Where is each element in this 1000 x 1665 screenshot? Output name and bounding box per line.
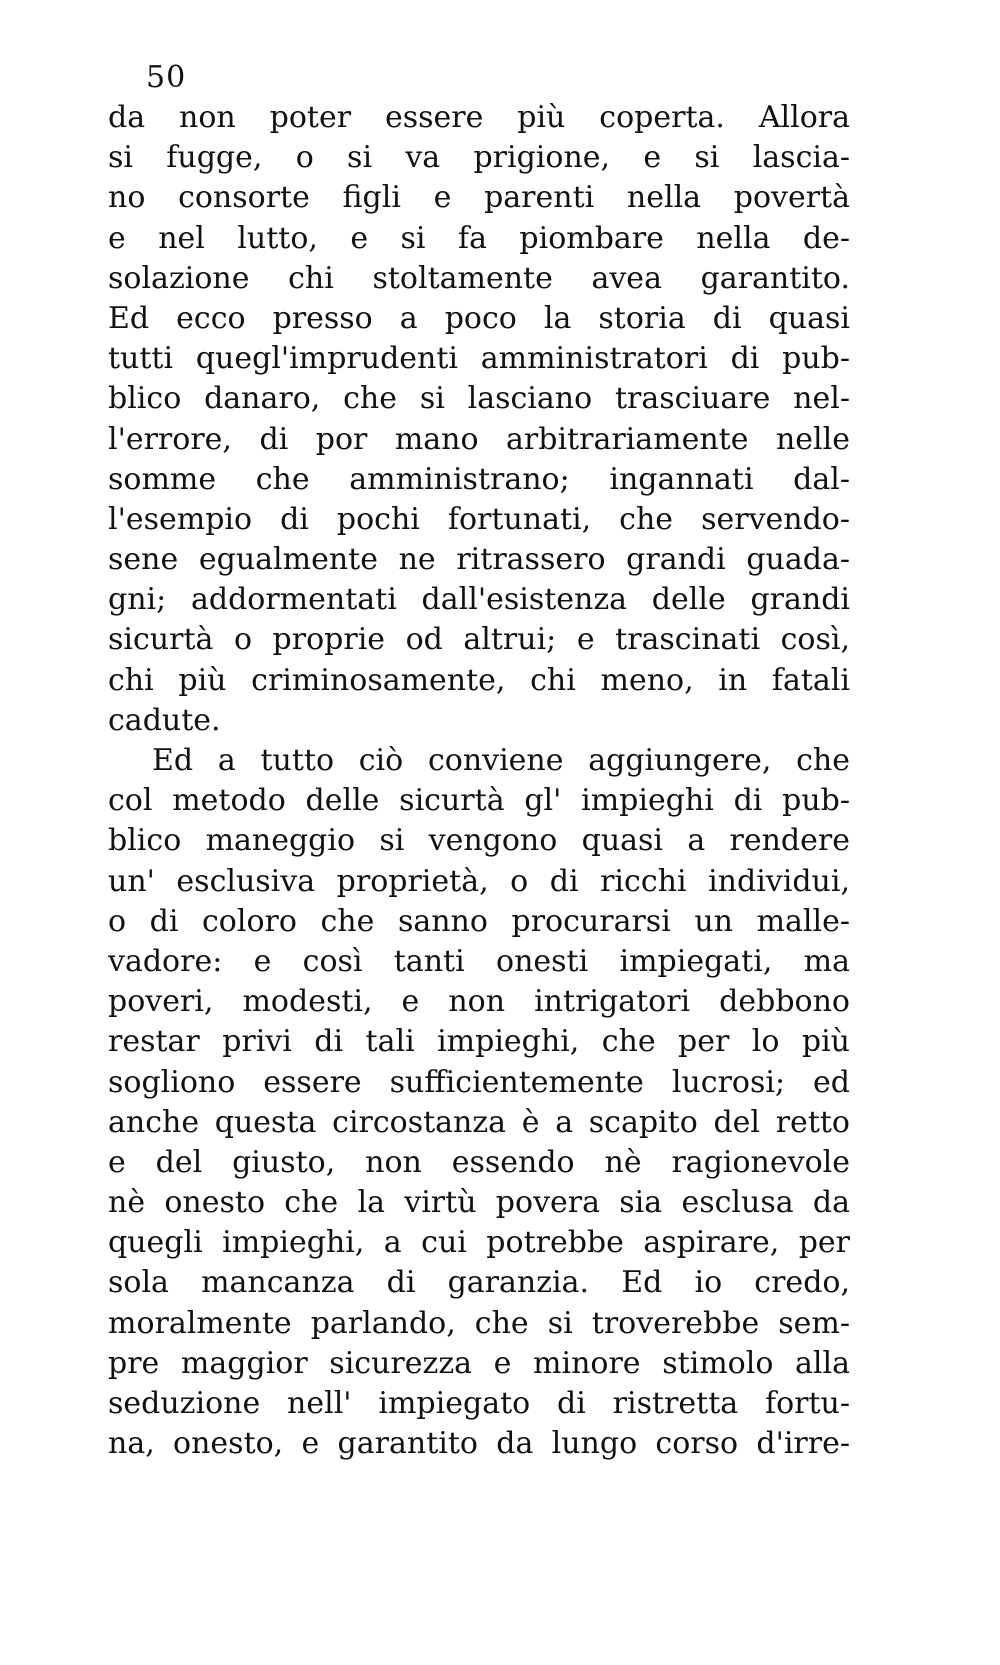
text-line: e nel lutto, e si fa piombare nella de- <box>108 220 850 256</box>
page-number: 50 <box>146 60 187 95</box>
text-line: vadore: e così tanti onesti impiegati, ma <box>108 943 850 979</box>
text-line: l'errore, di por mano arbitrariamente nelle <box>108 421 850 457</box>
text-line: sola mancanza di garanzia. Ed io credo, <box>108 1265 850 1301</box>
text-line: o di coloro che sanno procurarsi un malle- <box>108 903 850 939</box>
text-line: seduzione nell' impiegato di ristretta fortu- <box>108 1386 850 1421</box>
text-line: sogliono essere sufficientemente lucrosi; ed <box>108 1064 850 1100</box>
text-line: l'esempio di pochi fortunati, che servendo- <box>108 501 850 537</box>
text-line: poveri, modesti, e non intrigatori debbono <box>108 984 850 1020</box>
text-line: cadute. <box>108 702 221 738</box>
text-line: blico danaro, che si lasciano trasciuare nel- <box>108 381 850 417</box>
text-line: blico maneggio si vengono quasi a rendere <box>108 823 850 859</box>
text-line: e del giusto, non essendo nè ragionevole <box>108 1144 850 1180</box>
paragraph-1 <box>108 98 850 741</box>
text-line: pre maggior sicurezza e minore stimolo alla <box>108 1345 850 1381</box>
text-line: chi più criminosamente, chi meno, in fatali <box>108 662 850 698</box>
text-line: tutti quegl'imprudenti amministratori di pub- <box>108 341 850 377</box>
text-line: gni; addormentati dall'esistenza delle grandi <box>108 582 850 618</box>
text-line: anche questa circostanza è a scapito del retto <box>108 1104 850 1140</box>
text-line: da non poter essere più coperta. Allora <box>108 100 850 135</box>
text-line: no consorte figli e parenti nella povertà <box>108 180 850 216</box>
text-line: col metodo delle sicurtà gl' impieghi di pub- <box>108 783 850 819</box>
text-line: sicurtà o proprie od altrui; e trascinati così, <box>108 622 850 658</box>
body-text <box>108 98 850 1464</box>
text-line: nè onesto che la virtù povera sia esclusa da <box>108 1185 850 1221</box>
paragraph-2 <box>108 741 850 1464</box>
text-line: na, onesto, e garantito da lungo corso d'irre- <box>108 1426 850 1462</box>
text-line: Ed ecco presso a poco la storia di quasi <box>108 300 850 336</box>
text-line: solazione chi stoltamente avea garantito. <box>108 260 850 296</box>
text-line: si fugge, o si va prigione, e si lascia- <box>108 140 850 176</box>
text-line: Ed a tutto ciò conviene aggiungere, che <box>152 743 850 778</box>
text-line: un' esclusiva proprietà, o di ricchi individui, <box>108 863 850 899</box>
text-line: restar privi di tali impieghi, che per lo più <box>108 1024 850 1060</box>
text-line: quegli impieghi, a cui potrebbe aspirare, per <box>108 1225 850 1261</box>
text-line: somme che amministrano; ingannati dal- <box>108 461 850 497</box>
text-line: moralmente parlando, che si troverebbe sem- <box>108 1305 850 1341</box>
text-line: sene egualmente ne ritrassero grandi guada- <box>108 542 850 578</box>
